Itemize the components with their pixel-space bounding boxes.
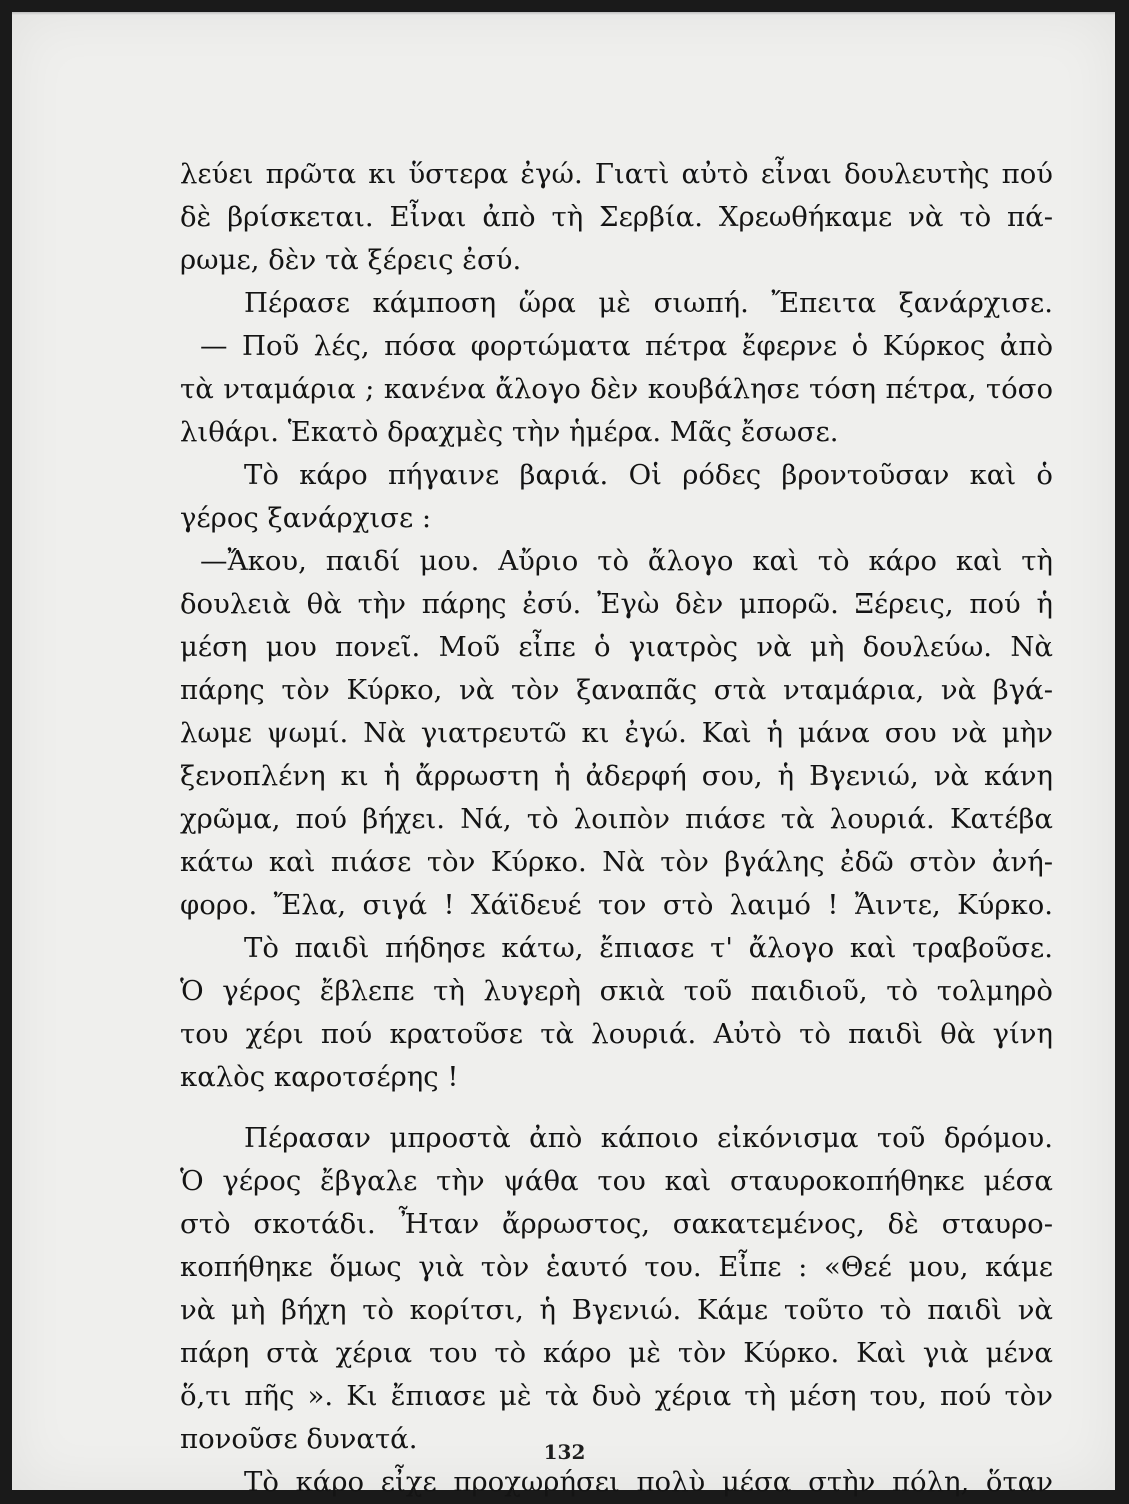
text-line: πονοῦσε δυνατά. bbox=[180, 1423, 418, 1455]
text-line: λεύει πρῶτα κι ὕστερα ἐγώ. Γιατὶ αὐτὸ εἶναι δουλευτὴς πού bbox=[180, 158, 1053, 190]
text-line: λιθάρι. Ἑκατὸ δραχμὲς τὴν ἡμέρα. Μᾶς ἔσωσε. bbox=[180, 416, 839, 448]
text-line: Τὸ παιδὶ πήδησε κάτω, ἔπιασε τ' ἄλογο καὶ τραβοῦσε. bbox=[244, 932, 1053, 964]
text-line: Πέρασαν μπροστὰ ἀπὸ κάποιο εἰκόνισμα τοῦ δρόμου. bbox=[244, 1122, 1053, 1154]
text-line: Τὸ κάρο πήγαινε βαριά. Οἱ ρόδες βροντοῦσαν καὶ ὁ bbox=[244, 459, 1053, 491]
paragraph-gap bbox=[180, 1099, 1053, 1117]
text-line: πάρης τὸν Κύρκο, νὰ τὸν ξαναπᾶς στὰ νταμάρια, νὰ βγά- bbox=[180, 674, 1053, 706]
text-line: τὰ νταμάρια ; κανένα ἄλογο δὲν κουβάλησε τόση πέτρα, τόσο bbox=[180, 373, 1053, 405]
text-line: χρῶμα, πού βήχει. Νά, τὸ λοιπὸν πιάσε τὰ λουριά. Κατέβα bbox=[180, 803, 1053, 835]
text-line: Ὁ γέρος ἔβγαλε τὴν ψάθα του καὶ σταυροκοπήθηκε μέσα bbox=[180, 1165, 1053, 1197]
text-line: πάρη στὰ χέρια του τὸ κάρο μὲ τὸν Κύρκο. Καὶ γιὰ μένα bbox=[180, 1337, 1053, 1369]
text-line: στὸ σκοτάδι. Ἦταν ἄρρωστος, σακατεμένος, δὲ σταυρο- bbox=[180, 1208, 1053, 1240]
page-number: 132 bbox=[543, 1440, 586, 1464]
text-line: κοπήθηκε ὅμως γιὰ τὸν ἑαυτό του. Εἶπε : «Θεέ μου, κάμε bbox=[180, 1251, 1053, 1283]
text-line: Ὁ γέρος ἔβλεπε τὴ λυγερὴ σκιὰ τοῦ παιδιοῦ, τὸ τολμηρὸ bbox=[180, 975, 1053, 1007]
text-line: Πέρασε κάμποση ὥρα μὲ σιωπή. Ἔπειτα ξανάρχισε. bbox=[244, 287, 1053, 319]
text-line: ξενοπλένη κι ἡ ἄρρωστη ἡ ἀδερφή σου, ἡ Βγενιώ, νὰ κάνη bbox=[180, 760, 1053, 792]
page-text bbox=[180, 153, 1053, 1504]
text-line: μέση μου πονεῖ. Μοῦ εἶπε ὁ γιατρὸς νὰ μὴ δουλεύω. Νὰ bbox=[180, 631, 1053, 663]
text-line: Τὸ κάρο εἶχε προχωρήσει πολὺ μέσα στὴν πόλη, ὅταν bbox=[244, 1466, 1053, 1498]
text-line: γέρος ξανάρχισε : bbox=[180, 502, 432, 534]
text-line: κάτω καὶ πιάσε τὸν Κύρκο. Νὰ τὸν βγάλης ἐδῶ στὸν ἀνή- bbox=[180, 846, 1053, 878]
text-line: λωμε ψωμί. Νὰ γιατρευτῶ κι ἐγώ. Καὶ ἡ μάνα σου νὰ μὴν bbox=[180, 717, 1053, 749]
text-line: — Ποῦ λές, πόσα φορτώματα πέτρα ἔφερνε ὁ Κύρκος ἀπὸ bbox=[200, 330, 1053, 362]
text-line: φορο. Ἔλα, σιγά ! Χάϊδευέ τον στὸ λαιμό ! Ἄιντε, Κύρκο. bbox=[180, 889, 1053, 921]
text-line: δουλειὰ θὰ τὴν πάρης ἐσύ. Ἐγὼ δὲν μπορῶ. Ξέρεις, πού ἡ bbox=[180, 588, 1053, 620]
text-line: του χέρι πού κρατοῦσε τὰ λουριά. Αὐτὸ τὸ παιδὶ θὰ γίνη bbox=[180, 1018, 1053, 1050]
text-line: νὰ μὴ βήχη τὸ κορίτσι, ἡ Βγενιώ. Κάμε τοῦτο τὸ παιδὶ νὰ bbox=[180, 1294, 1053, 1326]
text-line: καλὸς καροτσέρης ! bbox=[180, 1061, 459, 1093]
text-line: ὅ,τι πῆς ». Κι ἔπιασε μὲ τὰ δυὸ χέρια τὴ μέση του, πού τὸν bbox=[180, 1380, 1053, 1412]
text-line: δὲ βρίσκεται. Εἶναι ἀπὸ τὴ Σερβία. Χρεωθήκαμε νὰ τὸ πά- bbox=[180, 201, 1053, 233]
text-line: ρωμε, δὲν τὰ ξέρεις ἐσύ. bbox=[180, 244, 522, 276]
text-line: —Ἄκου, παιδί μου. Αὔριο τὸ ἄλογο καὶ τὸ κάρο καὶ τὴ bbox=[200, 545, 1053, 577]
